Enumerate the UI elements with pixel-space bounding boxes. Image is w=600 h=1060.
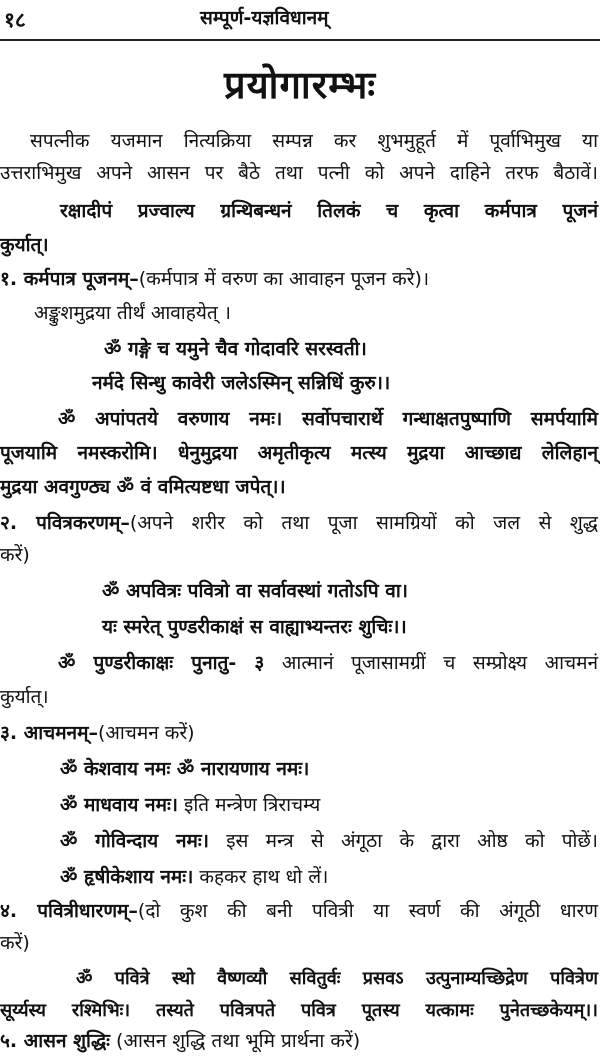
heading-label: ४. पवित्रीधारणम्– [0,900,138,922]
instruction-span: इति मन्त्रेण त्रिराचम्य [177,794,321,816]
heading-note: (आचमन करें) [97,722,195,744]
section-heading-1 [0,264,600,294]
heading-label: ५. आसन शुद्धिः [0,1030,110,1052]
mantra-line: यः स्मरेत् पुण्डरीकाक्षं स वाह्याभ्यन्तरः शुचिः।। [102,616,407,638]
heading-label: ३. आचमनम्– [0,722,98,744]
mantra-line: पूजयामि नमस्करोमि। धेनुमुद्रया अमृतीकृत्य मत्स्य मुद्रया आच्छाद्य लेलिहान् [0,442,598,464]
heading-label: २. पवित्रकरणम्– [0,512,130,534]
text-line: करें) [0,932,30,954]
mantra-span: ॐ गोविन्दाय नमः। [60,830,209,852]
mantra-line: ॐ केशवाय नमः ॐ नारायणाय नमः। [60,758,310,780]
instruction-span: कहकर हाथ धो लें। [193,866,329,888]
header-rule [0,39,600,41]
text-line [60,826,598,856]
text-line: कुर्यात्। [0,686,49,708]
mantra-span: ॐ माधवाय नमः। [60,794,178,816]
mantra-line: ॐ अपांपतये वरुणाय नमः। सर्वोपचारार्थे गन्धाक्षतपुष्पाणि समर्पयामि [58,408,598,430]
text-line: कुर्यात्। [0,234,49,256]
page-header [0,0,600,40]
heading-note: (आसन शुद्धि तथा भूमि प्रार्थना करें) [110,1030,361,1052]
instruction-span: इस मन्त्र से अंगूठा के द्वारा ओष्ठ को पोछें। [208,830,598,852]
text-line: अङ्कुशमुद्रया तीर्थं आवाहयेत् । [34,302,231,324]
text-line [60,790,600,820]
mantra-line: ॐ पवित्रे स्थो वैष्णव्यौ सवितुर्वः प्रसवऽ उत्पुनाम्यच्छिद्रेण पवित्रेण [76,968,598,989]
text-line: उत्तराभिमुख अपने आसन पर बैठे तथा पत्नी को अपने दाहिने तरफ बैठावें। [0,162,598,184]
heading-label: १. कर्मपात्र पूजनम्– [0,268,139,290]
instruction-span: आत्मानं पूजासामग्रीं च सम्प्रोक्ष्य आचमनं [264,652,598,674]
section-heading-3 [0,718,600,748]
section-title: प्रयोगारम्भः [223,63,377,107]
text-line: रक्षादीपं प्रज्वाल्य ग्रन्थिबन्धनं तिलकं च कृत्वा कर्मपात्र पूजनं [60,200,598,222]
section-heading-4 [0,896,598,926]
mantra-line: मुद्रया अवगुण्ठ्य ॐ वं वमित्यष्टधा जपेत्।। [0,476,286,498]
mantra-span: ॐ पुण्डरीकाक्षः पुनातु- ३ [58,652,265,674]
mantra-line: ॐ गङ्गे च यमुने चैव गोदावरि सरस्वती। [104,338,367,360]
section-heading-5 [0,1026,600,1056]
text-line: सपत्नीक यजमान नित्यक्रिया सम्पन्न कर शुभमुहूर्त में पूर्वाभिमुख या [30,130,598,152]
page-number: १८ [4,8,26,32]
mantra-line: ॐ अपवित्रः पवित्रो वा सर्वावस्थां गतोऽपि वा। [102,580,408,602]
text-line [60,862,600,892]
heading-note: (कर्मपात्र में वरुण का आवाहन पूजन करे)। [138,268,430,290]
text-line [58,648,598,678]
mantra-span: ॐ हृषीकेशाय नमः। [60,866,194,888]
mantra-line: नर्मदे सिन्धु कावेरी जलेऽस्मिन् सन्निधिं कुरु।। [92,372,391,394]
text-line: करें) [0,544,30,566]
heading-note: (अपने शरीर को तथा पूजा सामग्रियों को जल से शुद्ध [129,512,598,534]
section-heading-2 [0,508,598,538]
mantra-line: सूर्य्यस्य रश्मिभिः। तस्यते पवित्रपते पवित्र पूतस्य यत्कामः पुनेतच्छकेयम्।। [0,1000,598,1021]
running-title: सम्पूर्ण-यज्ञविधानम् [200,7,329,29]
heading-note: (दो कुश की बनी पवित्री या स्वर्ण की अंगूठी धारण [137,900,598,922]
